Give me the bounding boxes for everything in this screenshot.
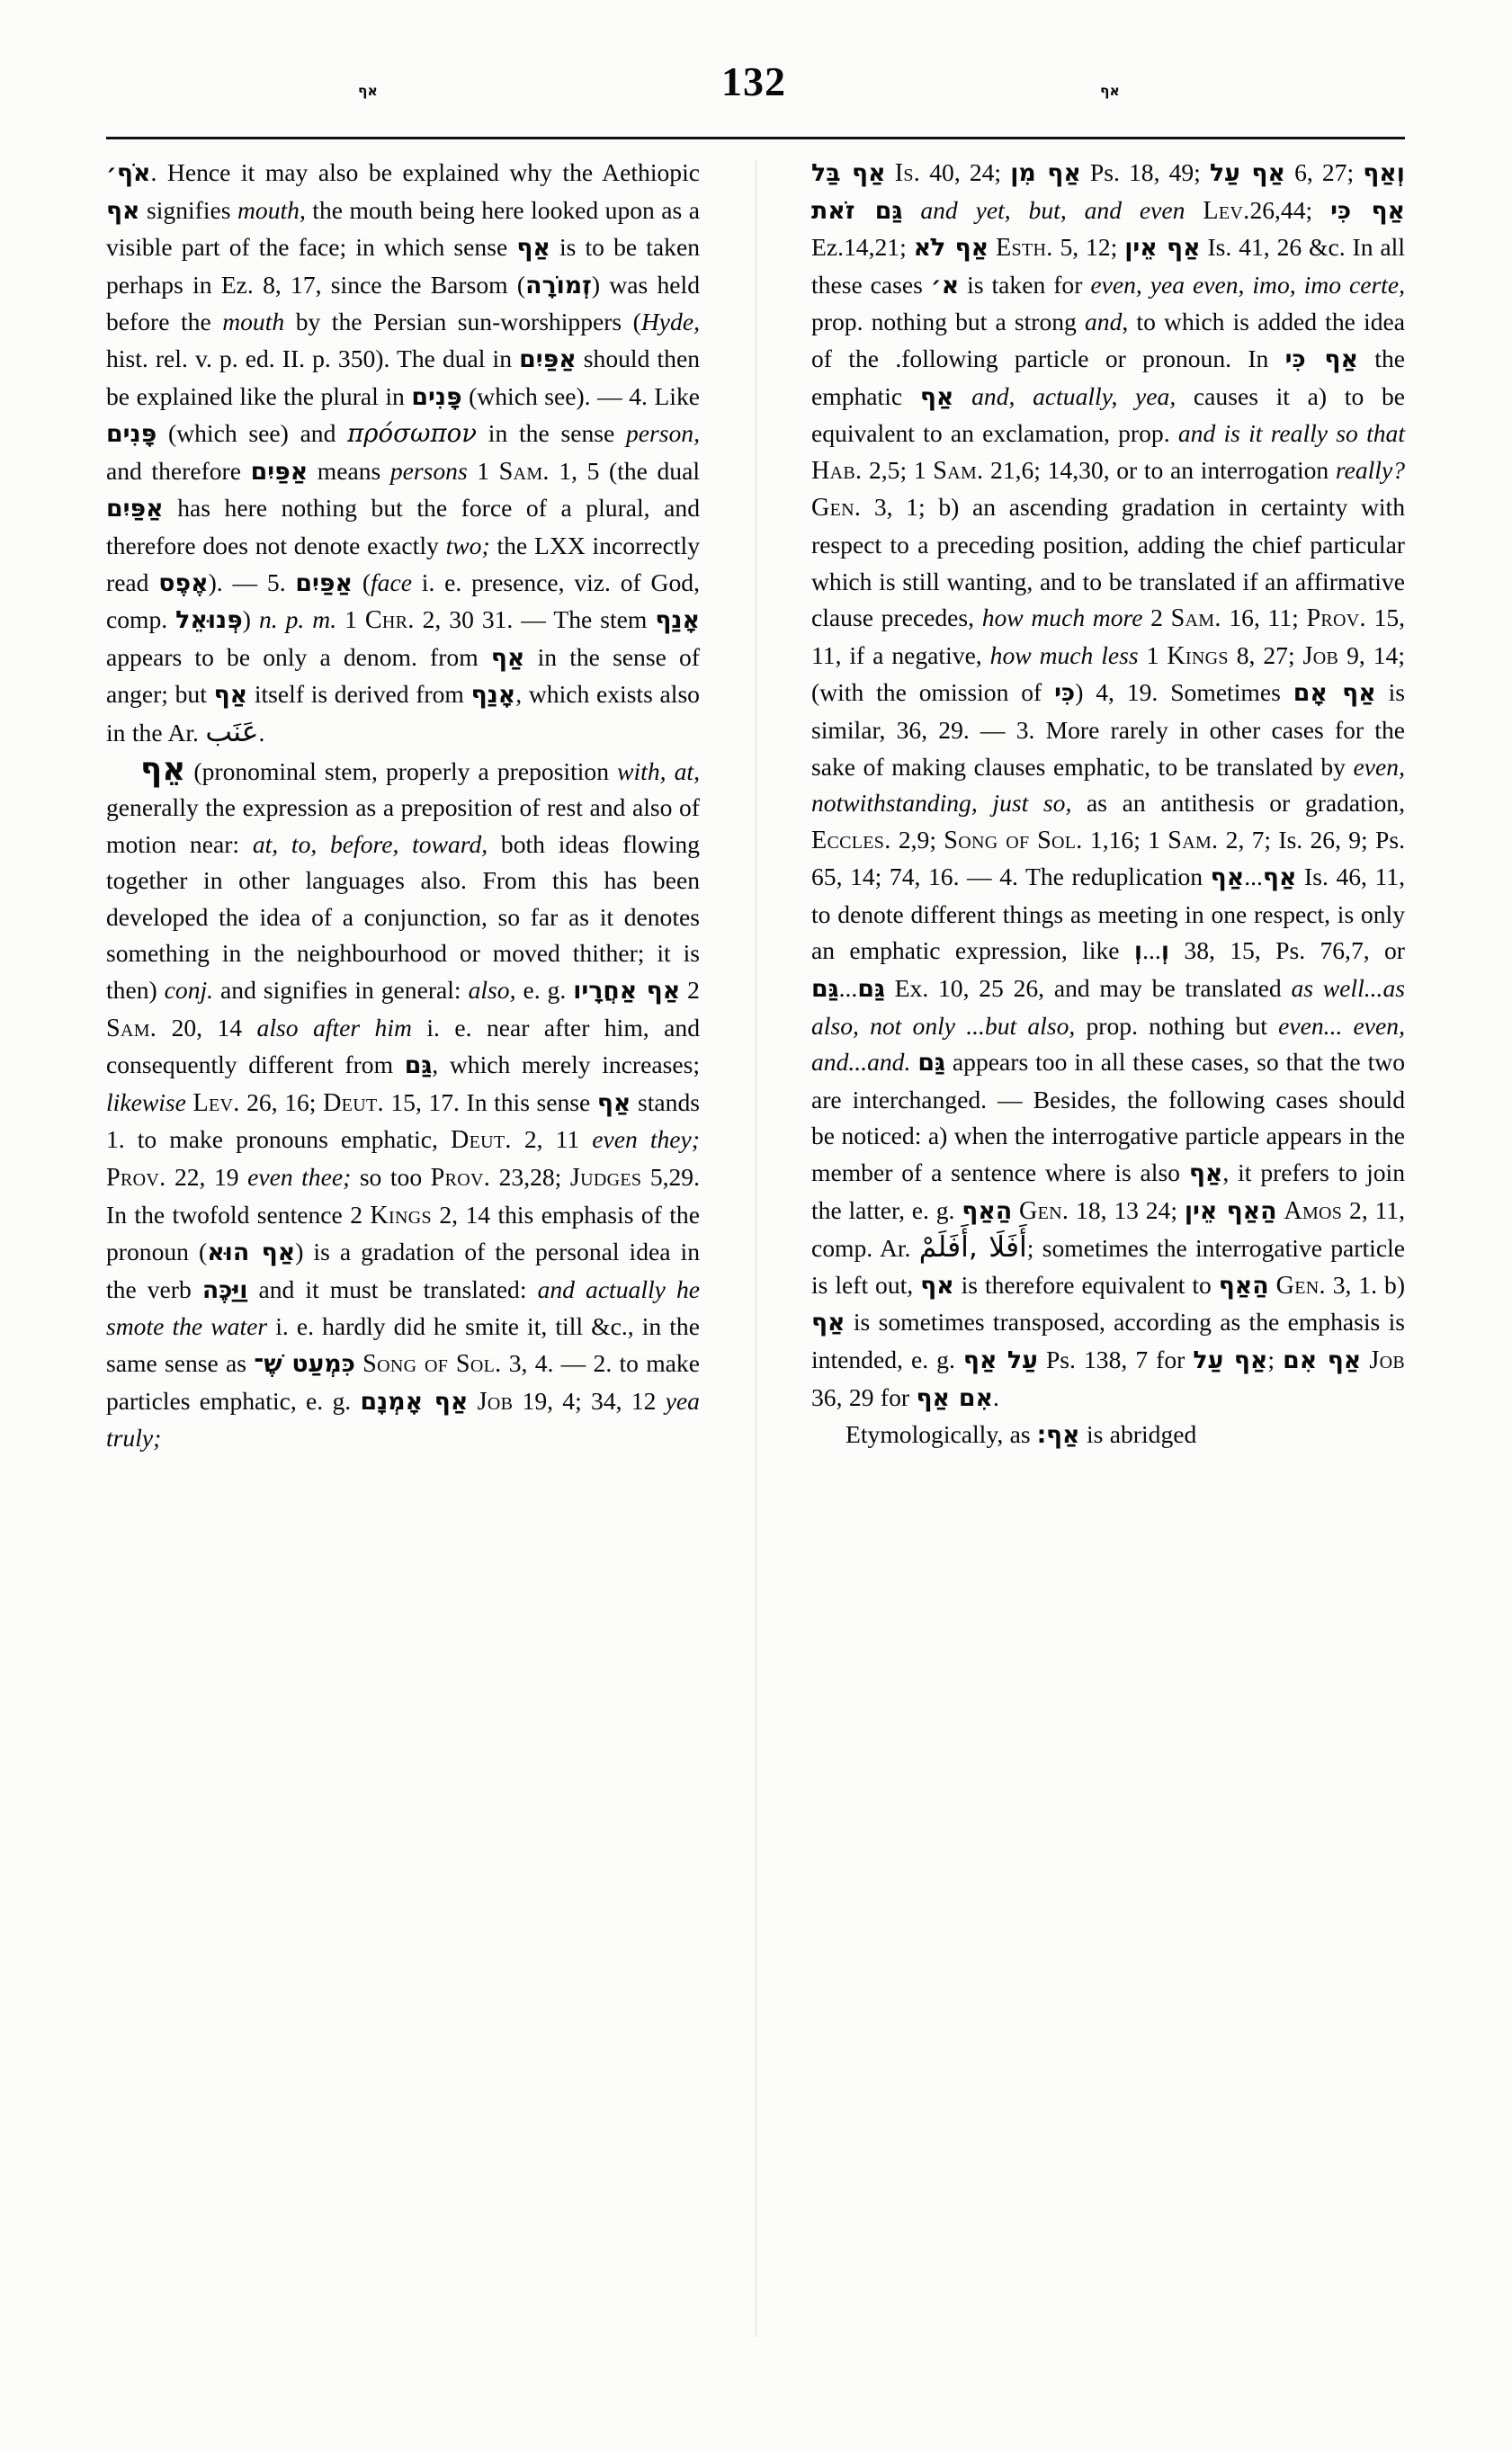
hebrew-word: אַף bbox=[811, 1309, 845, 1337]
hebrew-word: אַף כִּי bbox=[1330, 196, 1405, 225]
italic-run: with, at, bbox=[617, 756, 700, 785]
arabic-word: عَنَب bbox=[205, 715, 259, 748]
reference-abbrev: Job bbox=[1302, 641, 1339, 670]
reference-abbrev: Sam. bbox=[106, 1014, 157, 1042]
reference-abbrev: Sam. bbox=[1168, 826, 1219, 854]
hebrew-word: אִם אַף bbox=[916, 1383, 993, 1412]
entry-lemma: אֵף bbox=[140, 750, 186, 788]
reference-abbrev: Sam. bbox=[498, 457, 550, 486]
hebrew-word: אַף אָמְנָם bbox=[360, 1387, 469, 1416]
hebrew-word: אַף הוּא bbox=[207, 1238, 296, 1267]
para-aph-preposition: אֵף (pronominal stem, properly a preposition with, at, generally the expression as a preposition of rest and also of motion near: at, to, before, toward, both ideas flowing together in other languages also. From this has been developed the idea of a conjunction, so far as it denotes something in the neighbourhood or moved thither; it is then) conj. and signifies in general: also, e. g. אַף אַחֲרָיו 2 Sam. 20, 14 also after him i. e. near after him, and consequently different from גַּם, which merely increases; likewise Lev. 26, 16; Deut. 15, 17. In this sense אַף stands 1. to make pronouns emphatic, Deut. 2, 11 even they; Prov. 22, 19 even thee; so too Prov. 23,28; Judges 5,29. In the twofold sentence 2 Kings 2, 14 this emphasis of the pronoun (אַף הוּא) is a gradation of the personal idea in the verb וַיַּכֶּה and it must be translated: and actually he smote the water i. e. hardly did he smite it, till &c., in the same sense as כִּמְעַט שֶׁ־ Song of Sol. 3, 4. — 2. to make particles emphatic, e. g. אַף אָמְנָם Job 19, 4; 34, 12 yea truly; bbox=[106, 750, 701, 1453]
hebrew-word: גַּם bbox=[857, 975, 885, 1004]
two-column-body bbox=[106, 155, 1405, 2340]
hebrew-word: אַף עַל bbox=[1209, 159, 1285, 187]
italic-run: and yet, but, and even bbox=[920, 195, 1185, 224]
hebrew-word: אַף bbox=[919, 382, 954, 411]
para-etymologically: Etymologically, as אַף׃ is abridged bbox=[845, 1420, 1197, 1450]
hebrew-word: אַף אִם bbox=[1283, 1346, 1362, 1374]
hebrew-word: א׳ bbox=[930, 271, 960, 300]
hebrew-word: אַפַּיִם bbox=[519, 344, 577, 373]
right-text-column bbox=[811, 155, 1405, 2340]
arabic-word: أَفَلَا ,أَفَلَمْ bbox=[918, 1231, 1027, 1265]
italic-run: really? bbox=[1335, 455, 1405, 484]
hebrew-word: אַף׃ bbox=[1037, 1421, 1080, 1450]
italic-run: mouth bbox=[222, 308, 285, 336]
hebrew-word: כִּמְעַט שֶׁ־ bbox=[254, 1350, 355, 1378]
italic-run: and is it really so that bbox=[1177, 419, 1405, 448]
hebrew-word: אַף אֵין bbox=[1124, 234, 1201, 263]
hebrew-word: אַף אָם bbox=[1293, 679, 1376, 708]
hebrew-word: אַף bbox=[516, 234, 550, 263]
hebrew-word: וַיַּכֶּה bbox=[201, 1275, 248, 1304]
italic-run: yea truly; bbox=[106, 1386, 700, 1453]
italic-run: at, to, before, toward, bbox=[252, 829, 488, 858]
hebrew-word: גַּם bbox=[404, 1051, 433, 1080]
hebrew-word: וְ bbox=[1133, 937, 1143, 966]
hebrew-word: אַף מִן bbox=[1010, 159, 1081, 187]
italic-run: and, actually, yea, bbox=[971, 381, 1176, 410]
reference-abbrev: Sam. bbox=[1170, 604, 1221, 633]
hebrew-word: אַפַּיִם bbox=[250, 457, 309, 486]
italic-run: even, notwithstanding, just so, bbox=[811, 752, 1405, 818]
hebrew-word: אֹף׳ bbox=[106, 159, 151, 187]
italic-run: how much less bbox=[989, 640, 1139, 669]
reference-abbrev: Judges bbox=[569, 1164, 642, 1193]
hebrew-word: זְמוֹרָה bbox=[525, 271, 592, 300]
italic-run: mouth, bbox=[237, 195, 306, 224]
hebrew-word: וְאַף גַּם זֹאת bbox=[811, 159, 1405, 225]
hebrew-word: עַל אַף bbox=[962, 1346, 1038, 1374]
reference-abbrev: Lev. bbox=[1203, 196, 1250, 225]
italic-run: persons bbox=[389, 456, 468, 485]
hebrew-word: אַף כִּי bbox=[1284, 344, 1358, 373]
para-right-continued: אַף בַּל Is. 40, 24; אַף מִן Ps. 18, 49; אַף עַל 6, 27; וְאַף גַּם זֹאת and yet, but, and even Lev.26,44; אַף כִּי Ez.14,21; אַף לֹא Esth. 5, 12; אַף אֵין Is. 41, 26 &c. In all these cases א׳ is taken for even, yea even, imo, imo certe, prop. nothing but a strong and, to which is added the idea of the .following particle or pronoun. In אַף כִּי the emphatic אַף and, actually, yea, causes it a) to be equivalent to an exclamation, prop. and is it really so that Hab. 2,5; 1 Sam. 21,6; 14,30, or to an interrogation really? Gen. 3, 1; b) an ascending gradation in certainty with respect to a preceding position, adding the chief particular which is still wanting, and to be translated if an affirmative clause precedes, how much more 2 Sam. 16, 11; Prov. 15, 11, if a negative, how much less 1 Kings 8, 27; Job 9, 14; (with the omission of כִּי) 4, 19. Sometimes אַף אָם is similar, 36, 29. — 3. More rarely in other cases for the sake of making clauses emphatic, to be translated by even, notwithstanding, just so, as an antithesis or gradation, Eccles. 2,9; Song of Sol. 1,16; 1 Sam. 2, 7; Is. 26, 9; Ps. 65, 14; 74, 16. — 4. The reduplication אַף...אַף Is. 46, 11, to denote different things as meeting in one respect, is only an emphatic expression, like וְ...וְ 38, 15, Ps. 76,7, or גַּם...גַּם Ex. 10, 25 26, and may be translated as well...as also, not only ...but also, prop. nothing but even... even, and...and. גַּם appears too in all these cases, so that the two are interchanged. — Besides, the following cases should be noticed: a) when the interrogative particle appears in the member of a sentence where is also אַף, it prefers to join the latter, e. g. הַאַף Gen. 18, 13 24; הַאַף אֵין Amos 2, 11, comp. Ar. أَفَلَا ,أَفَلَمْ; sometimes the interrogative particle is left out, אף is therefore equivalent to הַאַף Gen. 3, 1. b) אַף is sometimes transposed, according as the emphasis is intended, e. g. עַל אַף Ps. 138, 7 for אַף עַל; אַף אִם Job 36, 29 for אִם אַף. bbox=[811, 158, 1406, 1412]
hebrew-word: כִּי bbox=[1054, 679, 1076, 708]
reference-abbrev: Gen. bbox=[1275, 1271, 1326, 1300]
hebrew-word: פָּנִים bbox=[106, 420, 157, 449]
hebrew-word: הַאַף bbox=[1218, 1271, 1269, 1300]
italic-run: also after him bbox=[256, 1013, 412, 1042]
reference-abbrev: Eccles. bbox=[811, 826, 891, 854]
running-head-right-lemma: אף bbox=[1100, 83, 1120, 99]
reference-abbrev: Is. bbox=[894, 159, 921, 187]
reference-abbrev: Sam. bbox=[933, 456, 984, 485]
hebrew-word: אַף לֹא bbox=[913, 234, 989, 263]
hebrew-word: אַפַּיִם bbox=[106, 495, 164, 523]
hebrew-word: פְּנוּאֵל bbox=[175, 606, 243, 635]
reference-abbrev: Deut. bbox=[451, 1126, 512, 1155]
italic-run: also, bbox=[468, 976, 516, 1005]
hebrew-word: פָּנִים bbox=[411, 382, 462, 411]
hebrew-word: אַפַּיִם bbox=[295, 568, 353, 597]
reference-abbrev: Kings bbox=[370, 1201, 432, 1229]
reference-abbrev: Kings bbox=[1167, 641, 1229, 670]
hebrew-word: אַף bbox=[1210, 863, 1245, 892]
italic-run: even... even, and...and. bbox=[811, 1011, 1405, 1077]
reference-abbrev: Song of Sol. bbox=[944, 826, 1083, 854]
italic-run: even thee; bbox=[247, 1163, 352, 1192]
italic-run: n. p. m. bbox=[258, 605, 337, 634]
hebrew-word: אָנַף bbox=[655, 606, 700, 635]
italic-run: as well...as also, not only ...but also, bbox=[811, 974, 1405, 1040]
reference-abbrev: Hab. bbox=[811, 456, 863, 485]
hebrew-word: הַאַף bbox=[962, 1196, 1013, 1225]
hebrew-word: אַף bbox=[490, 643, 525, 672]
italic-run: likewise bbox=[106, 1087, 186, 1116]
reference-abbrev: Prov. bbox=[430, 1164, 491, 1193]
italic-run: person, bbox=[625, 419, 700, 448]
italic-run: even, yea even, imo, imo certe, bbox=[1090, 270, 1405, 299]
para-aph-continued: אֹף׳. Hence it may also be explained why the Aethiopic אף signifies mouth, the mouth being here looked upon as a visible part of the face; in which sense אַף is to be taken perhaps in Ez. 8, 17, since the Barsom (זְמוֹרָה) was held before the mouth by the Persian sun-worshippers (Hyde, hist. rel. v. p. ed. II. p. 350). The dual in אַפַּיִם should then be explained like the plural in פָּנִים (which see). — 4. Like פָּנִים (which see) and πρόσωπον in the sense person, and therefore אַפַּיִם means persons 1 Sam. 1, 5 (the dual אַפַּיִם has here nothing but the force of a plural, and therefore does not denote exactly two; the LXX incorrectly read אֶפֶס). — 5. אַפַּיִם (face i. e. presence, viz. of God, comp. פְּנוּאֵל) n. p. m. 1 Chr. 2, 30 31. — The stem אָנַף appears to be only a denom. from אַף in the sense of anger; but אַף itself is derived from אָנַף, which exists also in the Ar. عَنَب. bbox=[106, 158, 700, 748]
italic-run: how much more bbox=[981, 604, 1143, 632]
italic-run: and bbox=[1085, 308, 1123, 336]
reference-abbrev: Job bbox=[1369, 1346, 1405, 1374]
hebrew-word: הַאַף אֵין bbox=[1184, 1196, 1277, 1225]
hebrew-word: אָנַף bbox=[470, 681, 516, 710]
reference-abbrev: Prov. bbox=[106, 1164, 166, 1193]
hebrew-word: גַּם bbox=[811, 975, 839, 1004]
reference-abbrev: Job bbox=[477, 1387, 514, 1416]
left-text-column bbox=[106, 155, 700, 2340]
hebrew-word: אף bbox=[920, 1271, 954, 1300]
reference-abbrev: Gen. bbox=[811, 494, 862, 523]
reference-abbrev: Prov. bbox=[1306, 604, 1366, 633]
header-rule bbox=[106, 137, 1405, 139]
reference-abbrev: Esth. bbox=[996, 234, 1053, 263]
italic-run: and actually he smote the water bbox=[106, 1274, 700, 1341]
page-number: 132 bbox=[721, 58, 786, 104]
italic-run: Hyde, bbox=[640, 308, 700, 336]
hebrew-word: אַף bbox=[1262, 863, 1297, 892]
hebrew-word: אַף אַחֲרָיו bbox=[573, 977, 681, 1006]
running-head bbox=[106, 52, 1401, 130]
italic-run: even they; bbox=[592, 1125, 700, 1154]
hebrew-word: אַף עַל bbox=[1193, 1346, 1268, 1374]
reference-abbrev: Gen. bbox=[1019, 1196, 1069, 1225]
italic-run: two; bbox=[445, 531, 490, 559]
hebrew-word: אַף bbox=[213, 681, 248, 710]
hebrew-word: וְ bbox=[1160, 937, 1170, 966]
hebrew-word: אֶפֶס bbox=[158, 568, 209, 597]
italic-run: conj. bbox=[164, 976, 214, 1005]
reference-abbrev: Song of Sol. bbox=[362, 1350, 502, 1378]
hebrew-word: אַף bbox=[1188, 1159, 1223, 1188]
hebrew-word: אף bbox=[106, 196, 140, 225]
italic-run: face bbox=[371, 568, 412, 596]
greek-word: πρόσωπον bbox=[347, 418, 478, 449]
reference-abbrev: Amos bbox=[1284, 1196, 1343, 1225]
hebrew-word: אַף בַּל bbox=[811, 159, 886, 187]
running-head-left-lemma: אף bbox=[358, 83, 378, 99]
reference-abbrev: Deut. bbox=[323, 1088, 384, 1117]
reference-abbrev: Chr. bbox=[364, 606, 415, 635]
hebrew-word: אַף bbox=[596, 1088, 631, 1117]
reference-abbrev: Lev. bbox=[192, 1088, 240, 1117]
hebrew-word: גַּם bbox=[917, 1049, 945, 1077]
